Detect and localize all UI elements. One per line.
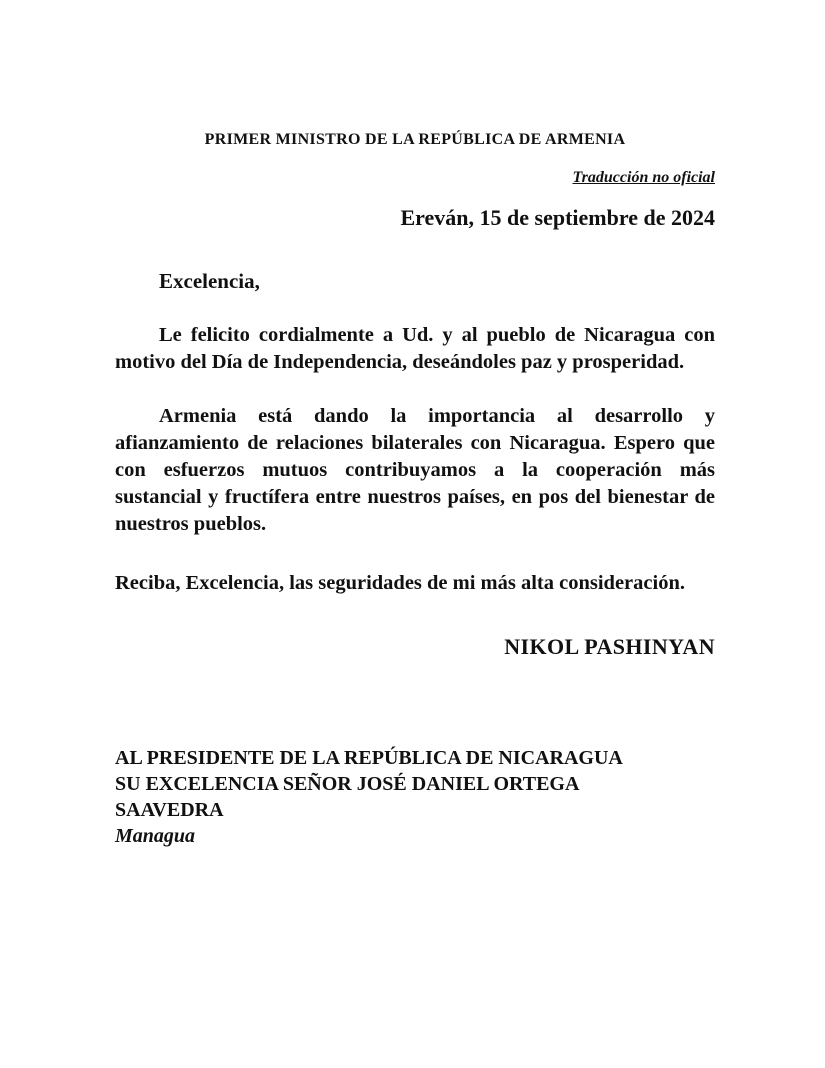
- translation-note: Traducción no oficial: [572, 169, 715, 186]
- salutation: Excelencia,: [159, 269, 260, 293]
- recipient-line-surname: SAAVEDRA: [115, 799, 224, 821]
- letter-text-column: [115, 130, 715, 849]
- recipient-line-name: SU EXCELENCIA SEÑOR JOSÉ DANIEL ORTEGA: [115, 773, 580, 795]
- paragraph-congratulation: Le felicito cordialmente a Ud. y al pueblo de Nicaragua con motivo del Día de Independencia, deseándoles paz y prosperidad.: [115, 324, 715, 373]
- recipient-city: Managua: [115, 825, 196, 847]
- letterhead-title: PRIMER MINISTRO DE LA REPÚBLICA DE ARMENIA: [204, 131, 626, 148]
- paragraph-closing: Reciba, Excelencia, las seguridades de mi más alta consideración.: [115, 572, 685, 594]
- paragraph-relations: Armenia está dando la importancia al desarrollo y afianzamiento de relaciones bilaterales con Nicaragua. Espero que con esfuerzos mutuos contribuyamos a la cooperación más sustancial y fructífera entre nuestros países, en pos del bienestar de nuestros pueblos.: [115, 405, 715, 535]
- dateline: Ereván, 15 de septiembre de 2024: [400, 205, 715, 230]
- signature-name: NIKOL PASHINYAN: [504, 634, 715, 659]
- recipient-block: [115, 745, 715, 849]
- recipient-line-title: AL PRESIDENTE DE LA REPÚBLICA DE NICARAGUA: [115, 747, 623, 769]
